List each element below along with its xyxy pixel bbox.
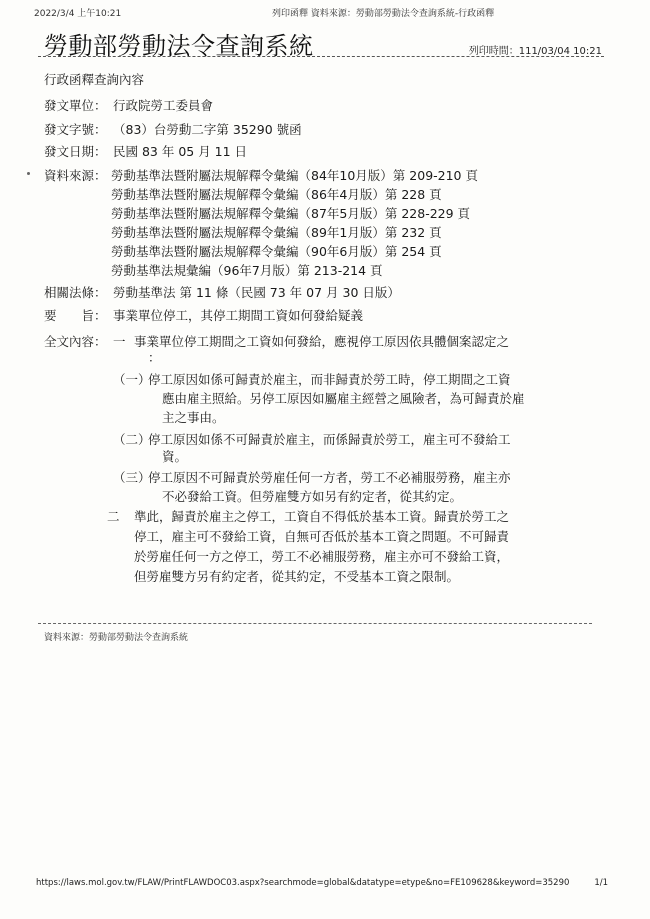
print-url: https://laws.mol.gov.tw/FLAW/PrintFLAWDOC03.aspx?searchmode=global&datatype=etype&no=FE109628&keyword=35290 xyxy=(36,878,570,888)
sub-item-1-line: 應由雇主照給。另停工原因如屬雇主經營之風險者，為可歸責於雇 xyxy=(162,391,525,406)
source-line: 勞動基準法暨附屬法規解釋令彙編（89年1月版）第 232 頁 xyxy=(111,225,442,240)
summary-label: 要 旨： xyxy=(44,308,107,323)
doc-no-value: （83）台勞動二字第 35290 號函 xyxy=(113,122,302,137)
doc-no-label: 發文字號： xyxy=(44,122,107,137)
item-1-continuation: ： xyxy=(148,350,161,365)
sub-item-3-marker: （三） xyxy=(113,470,151,485)
header-divider xyxy=(38,56,604,57)
footer-divider xyxy=(38,623,592,624)
item-1-text: 事業單位停工期間之工資如何發給，應視停工原因依具體個案認定之 xyxy=(134,334,510,349)
print-datetime: 2022/3/4 上午10:21 xyxy=(34,9,122,19)
sub-item-2-line: 資。 xyxy=(162,449,188,464)
source-line: 勞動基準法暨附屬法規解釋令彙編（86年4月版）第 228 頁 xyxy=(111,187,442,202)
law-value: 勞動基準法 第 11 條（民國 73 年 07 月 30 日版） xyxy=(113,285,400,300)
sub-item-1-line: 停工原因如係可歸責於雇主，而非歸責於勞工時，停工期間之工資 xyxy=(148,372,511,387)
sub-item-3-line: 停工原因不可歸責於勞雇任何一方者，勞工不必補服勞務，雇主亦 xyxy=(148,470,511,485)
sub-item-3-line: 不必發給工資。但勞雇雙方如另有約定者，從其約定。 xyxy=(162,489,463,504)
footer-source: 資料來源：勞動部勞動法令查詢系統 xyxy=(44,633,189,643)
sub-item-1-marker: （一） xyxy=(113,372,151,387)
item-2-line: 準此，歸責於雇主之停工，工資自不得低於基本工資。歸責於勞工之 xyxy=(134,509,510,524)
date-value: 民國 83 年 05 月 11 日 xyxy=(113,144,248,159)
item-2-marker: 二 xyxy=(107,509,120,524)
source-label: 資料來源： xyxy=(44,168,107,183)
source-line: 勞動基準法暨附屬法規解釋令彙編（84年10月版）第 209-210 頁 xyxy=(111,168,478,183)
law-label: 相關法條： xyxy=(44,285,107,300)
sub-item-2-line: 停工原因如係不可歸責於雇主，而係歸責於勞工，雇主可不發給工 xyxy=(148,432,511,447)
source-line: 勞動基準法暨附屬法規解釋令彙編（87年5月版）第 228-229 頁 xyxy=(111,206,471,221)
item-1-marker: 一 xyxy=(113,334,126,349)
item-2-line: 於勞雇任何一方之停工，勞工不必補服勞務，雇主亦可不發給工資， xyxy=(134,549,510,564)
print-time: 列印時間：111/03/04 10:21 xyxy=(468,46,602,57)
print-page-number: 1/1 xyxy=(594,878,608,888)
source-line: 勞動基準法暨附屬法規解釋令彙編（90年6月版）第 254 頁 xyxy=(111,244,442,259)
summary-value: 事業單位停工，其停工期間工資如何發給疑義 xyxy=(113,308,364,323)
system-title: 勞動部勞動法令查詢系統 xyxy=(44,32,314,60)
source-line: 勞動基準法規彙編（96年7月版）第 213-214 頁 xyxy=(111,263,383,278)
issuer-value: 行政院勞工委員會 xyxy=(113,98,214,113)
item-2-line: 但勞雇雙方另有約定者，從其約定，不受基本工資之限制。 xyxy=(134,569,460,584)
sub-item-1-line: 主之事由。 xyxy=(162,410,225,425)
date-label: 發文日期： xyxy=(44,144,107,159)
scan-speck xyxy=(27,172,30,175)
sub-item-2-marker: （二） xyxy=(113,432,151,447)
print-page-title: 列印函釋 資料來源：勞動部勞動法令查詢系統-行政函釋 xyxy=(272,9,495,19)
item-2-line: 停工，雇主可不發給工資，自無可否低於基本工資之問題。不可歸責 xyxy=(134,529,510,544)
issuer-label: 發文單位： xyxy=(44,98,107,113)
full-text-label: 全文內容： xyxy=(44,334,107,349)
section-title: 行政函釋查詢內容 xyxy=(44,72,145,87)
